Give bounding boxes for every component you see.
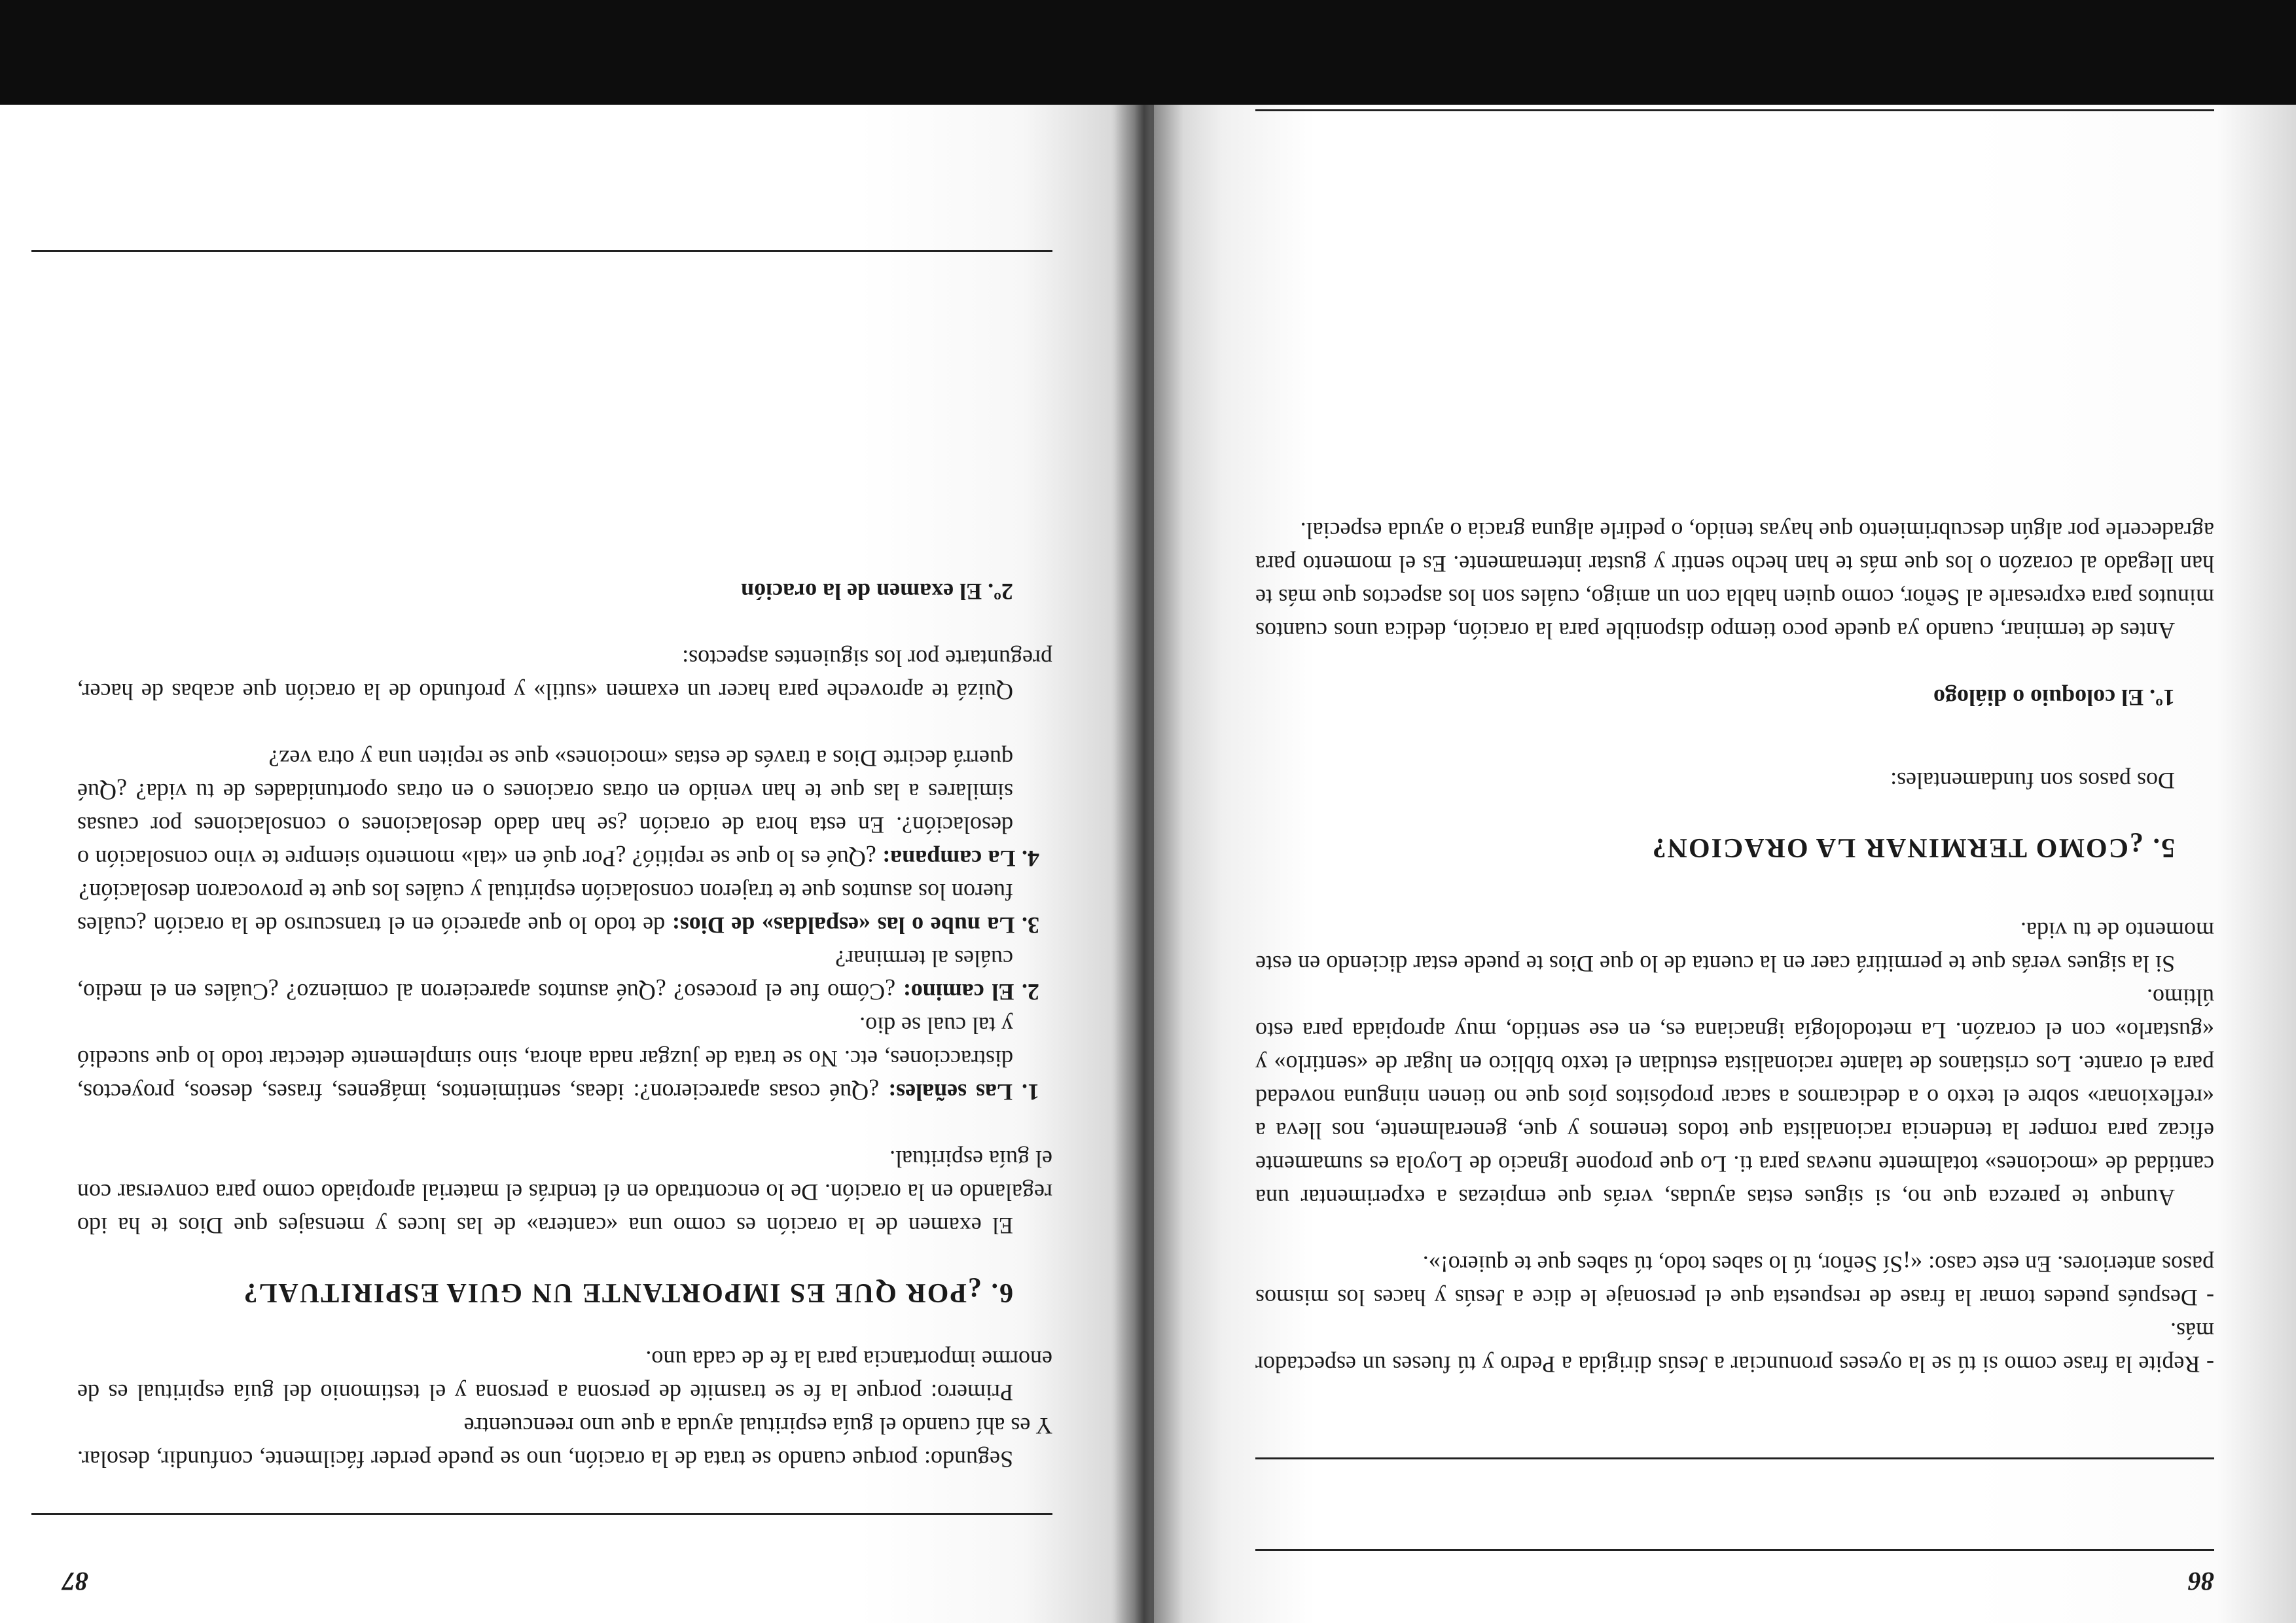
paragraph: Si la sigues verás que te permitirá caer en la cuenta de lo que Dios te puede estar diciendo en este momento de tu vida. — [1255, 918, 2214, 977]
page-87 — [0, 105, 1154, 1623]
list-item-label: 1. Las señales: — [888, 1079, 1039, 1105]
list-item-text: ¿Qué es lo que se repitió? ¿Por qué en «tal» momento siempre te vino consolación o desolación?. En esta hora de oración ¿se han dado desolaciones o consolaciones por causas similares a las que te han venido en otras oraciones o en otras oportunidades de tu vida? ¿Qué querrá decirte Dios a través de estas «mociones» que se repiten una y otra vez? — [77, 745, 1013, 872]
paragraph: - Repite la frase como si tú se la oyeses pronunciar a Jesús dirigida a Pedro y tú fueses un espectador más. — [1255, 1318, 2214, 1378]
page-number: 86 — [2188, 1567, 2214, 1596]
paragraph: Quizá te aproveche para hacer un examen «sutil» y profundo de la oración que acabas de hacer, preguntarte por los siguientes aspectos: — [77, 645, 1052, 705]
page-87-body — [77, 575, 1052, 1476]
list-item-label: 3. La nube o las «espaldas» de Dios: — [672, 912, 1039, 938]
list-item — [77, 1008, 1052, 1109]
paragraph: Dos pasos son fundamentales: — [1890, 768, 2175, 794]
list-item — [77, 741, 1052, 875]
page-number: 87 — [62, 1567, 88, 1596]
top-rule — [1255, 1457, 2214, 1459]
subheading: 2º. El examen de la oración — [741, 579, 1013, 605]
subheading: 1º. El coloquio o diálogo — [1933, 685, 2175, 711]
page-86 — [1154, 105, 2296, 1623]
header-rule — [1255, 1549, 2214, 1551]
list-item-label: 4. La campana: — [882, 846, 1039, 872]
list-item — [77, 875, 1052, 942]
section-heading: 5. ¿COMO TERMINAR LA ORACION? — [1651, 832, 2175, 863]
section-heading: 6. ¿POR QUE ES IMPORTANTE UN GUIA ESPIRITUAL? — [242, 1277, 1013, 1308]
paragraph: Aunque te parezca que no, si sigues estas ayudas, verás que empiezas a experimentar una cantidad de «mociones» totalmente nuevas para ti. Lo que propone Ignacio de Loyola es sumamente eficaz para romper la tendencia racionalista que todos tenemos y que, generalmente, nos lleva a «reflexionar» sobre el texto o a dedicarnos a sacar propósitos píos que no tienen ninguna novedad para el orante. Los cristianos de talante racionalista estudian el texto bíblico en lugar de «sentirlo» y «gustarlo» con el corazón. La metodología ignaciana es, en ese sentido, muy apropiada para esto último. — [1255, 984, 2214, 1211]
paragraph: Segundo: porque cuando se trata de la oración, uno se puede perder fácilmente, confundir, desolar. Y es ahí cuando el guía espiritual ayuda a que uno reencuentre — [77, 1413, 1052, 1472]
list-item-text: ¿Qué cosas aparecieron?: ideas, sentimientos, imágenes, frases, deseos, proyectos, distracciones, etc. No se trata de juzgar nada ahora, sino simplemente detectar todo lo que sucedió y tal cual se dio. — [77, 1012, 1013, 1105]
page-86-body — [1255, 514, 2214, 1381]
paragraph: Antes de terminar, cuando ya quede poco tiempo disponible para la oración, dedica unos cuantos minutos para expresarle al Señor, como quien habla con un amigo, cuáles son los aspectos que más te han llegado al corazón o los que más te han hecho sentir y gustar internamente. Es el momento para agradecerle por algún descubrimiento que hayas tenido, o pedirle alguna gracia o ayuda especial. — [1255, 518, 2214, 644]
header-rule — [31, 1513, 1052, 1515]
list-item-text: de todo lo que apareció en el transcurso de la oración ¿cuáles fueron los asuntos que te trajeron consolación espiritual y cuáles los que te provocaron desolación? — [77, 879, 1013, 938]
list-item-text: ¿Cómo fue el proceso? ¿Qué asuntos aparecieron al comienzo? ¿Cuáles en el medio, cuáles al terminar? — [77, 946, 1013, 1005]
section-rule — [31, 250, 1052, 252]
paragraph: El examen de la oración es como una «cantera» de las luces y mensajes que Dios te ha ido regalando en la oración. De lo encontrado en él tendrás el material apropiado como para conversar con el guía espiritual. — [77, 1146, 1052, 1239]
bottom-rule — [1255, 109, 2214, 111]
list-item — [77, 942, 1052, 1008]
paragraph: - Después puedes tomar la frase de respuesta que el personaje le dice a Jesús y haces los mismos pasos anteriores. En este caso: «¡Sí Señor, tú lo sabes todo, tú sabes que te quiero!». — [1255, 1251, 2214, 1311]
paragraph: Primero: porque la fe se trasmite de persona a persona y el testimonio del guía espiritual es de enorme importancia para la fe de cada uno. — [77, 1346, 1052, 1406]
list-item-label: 2. El camino: — [903, 979, 1039, 1005]
